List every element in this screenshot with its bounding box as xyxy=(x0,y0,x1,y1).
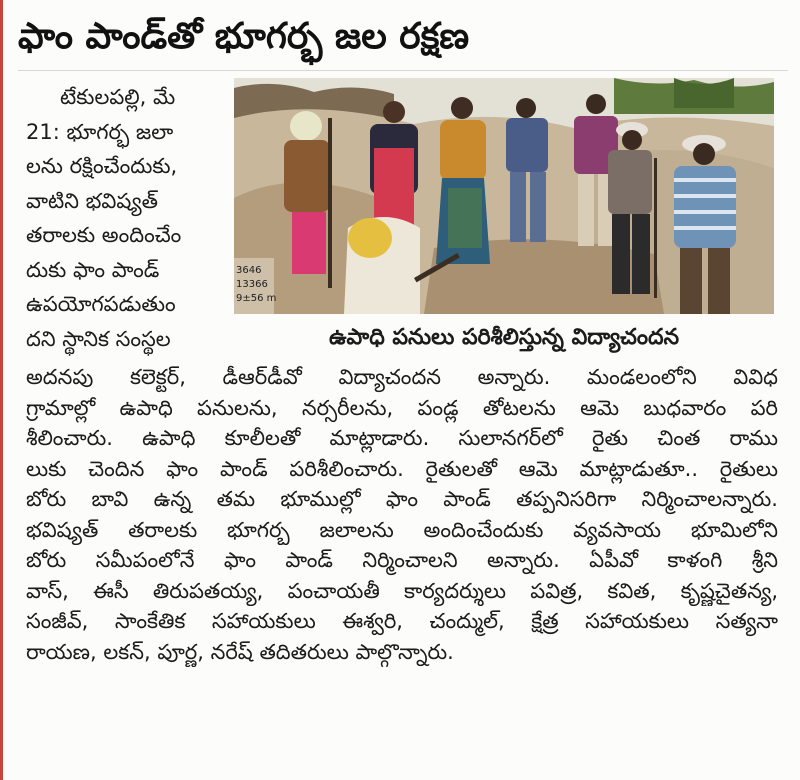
lead-line: టేకులపల్లి, మే xyxy=(60,85,176,109)
headline-rule xyxy=(18,70,788,71)
body-line: సంజీవ్, సాంకేతిక సహాయకులు ఈశ్వరి, చంద్ముల్, క్షేత్ర సహాయకులు సత్యనా xyxy=(26,609,778,633)
article-headline: ఫాం పాండ్‌తో భూగర్భ జల రక్షణ xyxy=(18,16,470,57)
lead-line: దని స్థానిక సంస్థల xyxy=(26,326,171,351)
body-line: బోరు బావి ఉన్న తమ భూముల్లో ఫాం పాండ్ తప్పనిసరిగా నిర్మించాలన్నారు. xyxy=(26,487,778,511)
article-body xyxy=(26,362,778,667)
photo-overlay-line: 9±56 m xyxy=(236,293,277,304)
lead-line: దుకు ఫాం పాండ్ xyxy=(26,257,160,282)
lead-line: తరాలకు అందించేం xyxy=(26,223,182,247)
body-line: రాయణ, లకన్, పూర్ణ, నరేష్ తదితరులు పాల్గొన్నారు. xyxy=(26,639,454,664)
body-line: శీలించారు. ఉపాధి కూలీలతో మాట్లాడారు. సులానగర్‌లో రైతు చింత రాము xyxy=(26,426,778,450)
body-line: బోరు సమీపంలోనే ఫాం పాండ్ నిర్మించాలని అన్నారు. ఏపీవో కాళంగి శ్రీని xyxy=(26,548,778,572)
lead-line: లను రక్షించేందుకు, xyxy=(26,154,178,178)
body-line: భవిష్యత్ తరాలకు భూగర్భ జలాలను అందించేందుకు వ్యవసాయ భూమిలోని xyxy=(26,517,778,542)
photo-overlay-line: 3646 xyxy=(236,265,262,276)
official-figure xyxy=(436,97,490,264)
body-line: లుకు చెందిన ఫాం పాండ్ పరిశీలించారు. రైతులతో ఆమె మాట్లాడుతూ.. రైతులు xyxy=(26,456,778,481)
photo-overlay-line: 13366 xyxy=(236,279,268,290)
article-photo xyxy=(234,78,774,314)
body-line: వాస్, ఈసీ తిరుపతయ్య, పంచాయతీ కార్యదర్శులు పవిత్ర, కవిత, కృష్ణచైతన్య, xyxy=(26,578,778,603)
lead-line: ఉపయోగపడుతుం xyxy=(26,292,176,316)
article-lead-column xyxy=(26,80,226,356)
lead-line: వాటిని భవిష్యత్ xyxy=(26,188,158,213)
body-line: గ్రామాల్లో ఉపాధి పనులను, నర్సరీలను, పండ్ల తోటలను ఆమె బుధవారం పరి xyxy=(26,395,778,420)
next-article-fragment xyxy=(190,770,610,780)
photo-caption: ఉపాధి పనులు పరిశీలిస్తున్న విద్యాచందన xyxy=(328,325,680,350)
lead-line: 21: భూగర్భ జలా xyxy=(26,119,174,144)
body-line: అదనపు కలెక్టర్, డీఆర్‌డీవో విద్యాచందన అన్నారు. మండలంలోని వివిధ xyxy=(26,365,778,389)
field-work-photo xyxy=(234,78,774,314)
